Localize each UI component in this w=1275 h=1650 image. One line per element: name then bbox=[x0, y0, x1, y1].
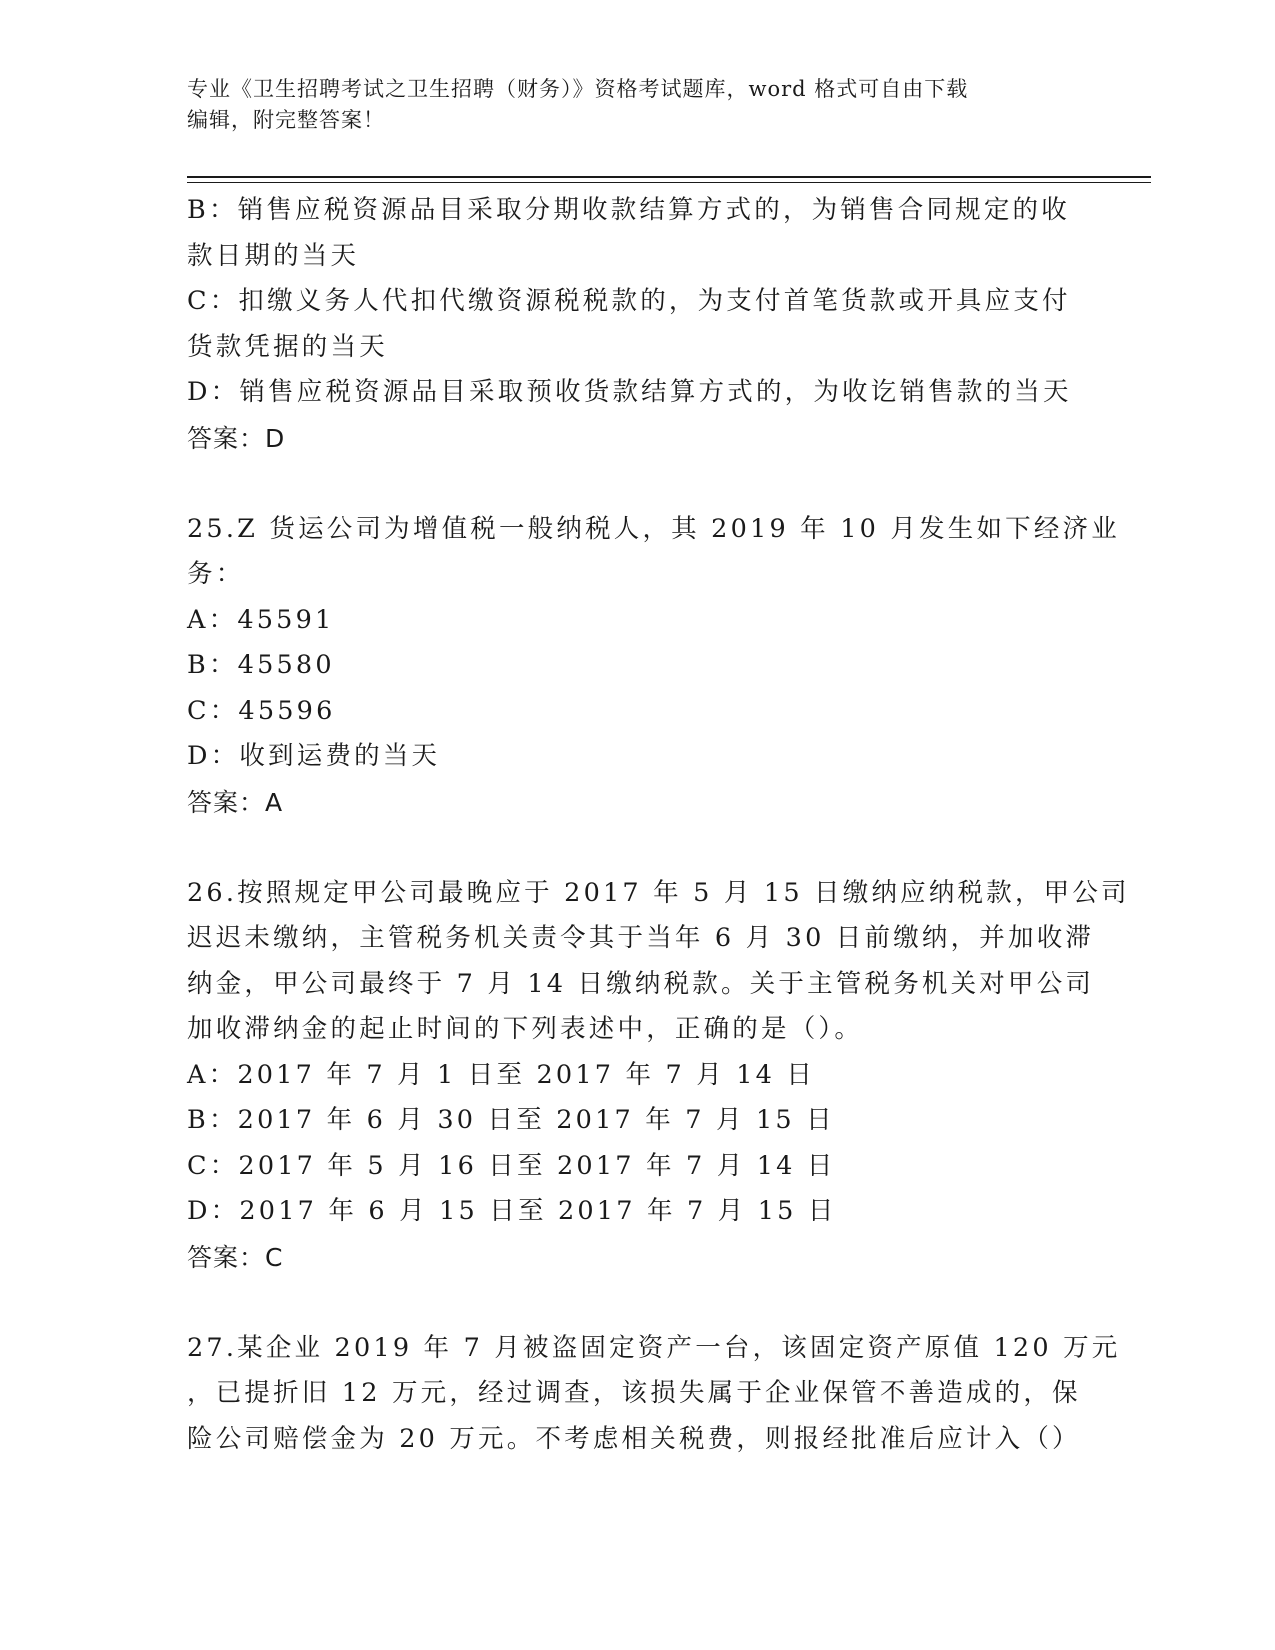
question-stem-line-1: 27.某企业 2019 年 7 月被盗固定资产一台，该固定资产原值 120 万元 bbox=[187, 1332, 1121, 1363]
option-a: A：45591 bbox=[187, 604, 335, 635]
answer-label: 答案：A bbox=[187, 787, 284, 817]
question-stem-line-2: 迟迟未缴纳，主管税务机关责令其于当年 6 月 30 日前缴纳，并加收滞 bbox=[187, 923, 1095, 953]
question-stem-line-4: 加收滞纳金的起止时间的下列表述中，正确的是（）。 bbox=[187, 1014, 864, 1044]
option-b-line-1: B：销售应税资源品目采取分期收款结算方式的，为销售合同规定的收 bbox=[187, 195, 1070, 225]
question-stem-line-3: 险公司赔偿金为 20 万元。不考虑相关税费，则报经批准后应计入（） bbox=[187, 1423, 1081, 1454]
option-c: C：2017 年 5 月 16 日至 2017 年 7 月 14 日 bbox=[187, 1150, 836, 1181]
option-c-line-2: 货款凭据的当天 bbox=[187, 331, 388, 362]
question-26 bbox=[187, 871, 1130, 1281]
header-line-1: 专业《卫生招聘考试之卫生招聘（财务）》资格考试题库，word 格式可自由下载 bbox=[187, 77, 969, 101]
document-header bbox=[187, 74, 1067, 136]
question-stem-line-1: 25.Z 货运公司为增值税一般纳税人，其 2019 年 10 月发生如下经济业 bbox=[187, 513, 1120, 544]
option-c-line-1: C：扣缴义务人代扣代缴资源税税款的，为支付首笔货款或开具应支付 bbox=[187, 286, 1071, 316]
option-d: D：销售应税资源品目采取预收货款结算方式的，为收讫销售款的当天 bbox=[187, 377, 1072, 407]
document-body bbox=[187, 188, 1130, 1462]
option-d: D：收到运费的当天 bbox=[187, 741, 441, 771]
question-25 bbox=[187, 507, 1120, 826]
question-stem-line-1: 26.按照规定甲公司最晚应于 2017 年 5 月 15 日缴纳应纳税款，甲公司 bbox=[187, 877, 1130, 908]
option-b: B：2017 年 6 月 30 日至 2017 年 7 月 15 日 bbox=[187, 1105, 835, 1135]
question-27 bbox=[187, 1326, 1121, 1463]
header-rule-thin bbox=[187, 182, 1151, 183]
question-24-tail bbox=[187, 188, 1087, 461]
option-d: D：2017 年 6 月 15 日至 2017 年 7 月 15 日 bbox=[187, 1196, 837, 1226]
option-b: B：45580 bbox=[187, 650, 335, 680]
question-stem-line-2: ，已提折旧 12 万元，经过调查，该损失属于企业保管不善造成的，保 bbox=[187, 1378, 1081, 1408]
header-rule-thick bbox=[187, 176, 1151, 178]
answer-label: 答案：C bbox=[187, 1242, 284, 1272]
option-a: A：2017 年 7 月 1 日至 2017 年 7 月 14 日 bbox=[187, 1059, 816, 1090]
answer-label: 答案：D bbox=[187, 423, 286, 453]
option-b-line-2: 款日期的当天 bbox=[187, 240, 360, 271]
header-line-2: 编辑，附完整答案！ bbox=[187, 108, 385, 132]
option-c: C：45596 bbox=[187, 695, 336, 726]
question-stem-line-2: 务： bbox=[187, 559, 245, 589]
question-stem-line-3: 纳金，甲公司最终于 7 月 14 日缴纳税款。关于主管税务机关对甲公司 bbox=[187, 968, 1095, 999]
